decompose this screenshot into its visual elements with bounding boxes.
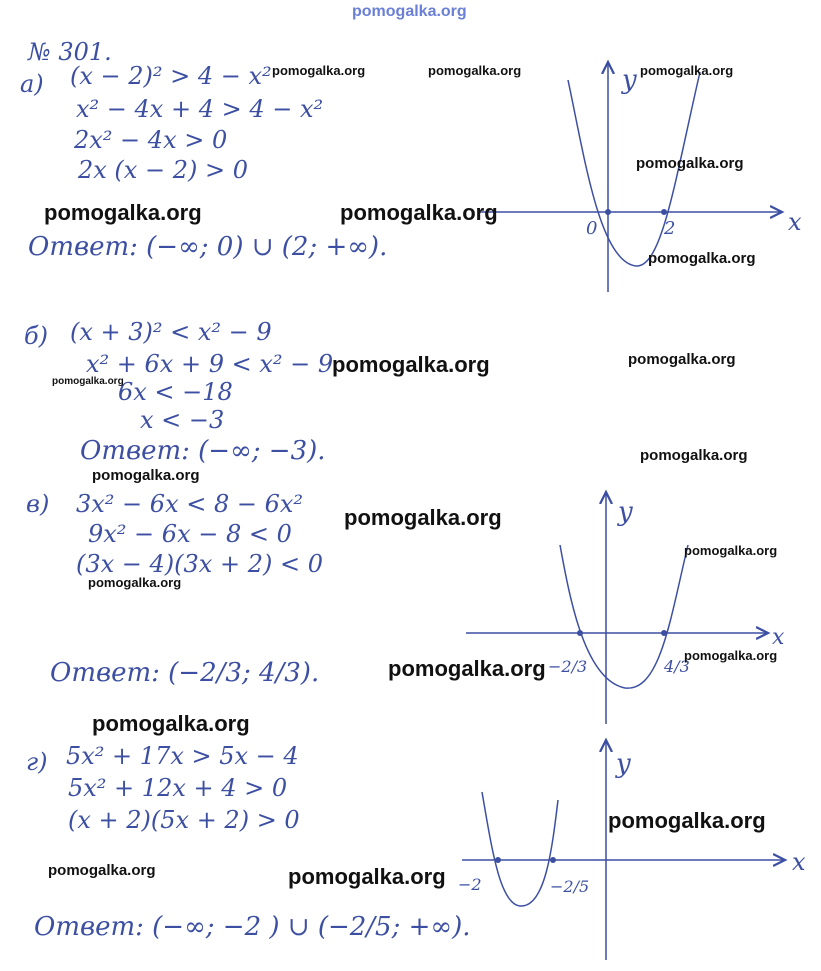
graph-a-root-2 — [661, 209, 667, 215]
part-g-line-1: 5x² + 17x > 5x − 4 — [66, 742, 299, 770]
part-v-line-3: (3x − 4)(3x + 2) < 0 — [76, 550, 323, 578]
watermark: pomogalka.org — [332, 352, 490, 377]
watermark: pomogalka.org — [92, 711, 250, 736]
graph-v-root-right — [661, 630, 667, 636]
part-g-line-2: 5x² + 12x + 4 > 0 — [68, 774, 288, 802]
part-g-answer: Ответ: (−∞; −2 ) ∪ (−2/5; +∞). — [34, 912, 471, 942]
part-b-answer: Ответ: (−∞; −3). — [80, 436, 326, 466]
graph-v-y-label: y — [618, 497, 633, 527]
graph-a-x-label: x — [788, 208, 802, 236]
watermark: pomogalka.org — [636, 155, 744, 172]
site-watermark-top: pomogalka.org — [352, 3, 467, 20]
watermark: pomogalka.org — [88, 575, 182, 590]
graph-v-x-label: x — [772, 625, 785, 650]
graph-g-x-label: x — [792, 848, 806, 876]
graph-g-parabola — [482, 792, 558, 906]
graph-a-y-label: y — [622, 65, 637, 95]
graph-g-root-left-label: −2 — [458, 875, 482, 894]
watermark: pomogalka.org — [640, 447, 748, 464]
watermark: pomogalka.org — [684, 543, 778, 558]
part-a-line-4: 2x (x − 2) > 0 — [78, 156, 248, 184]
graph-g-y-label: y — [616, 749, 631, 779]
watermark: pomogalka.org — [288, 864, 446, 889]
part-g-label: г) — [26, 748, 48, 776]
part-b-line-1: (x + 3)² < x² − 9 — [70, 318, 272, 346]
graph-a-root-label: 2 — [664, 218, 676, 239]
watermark: pomogalka.org — [648, 250, 756, 267]
watermark: pomogalka.org — [628, 351, 736, 368]
watermark: pomogalka.org — [684, 648, 778, 663]
graph-v — [466, 492, 785, 724]
part-b-line-4: x < −3 — [140, 406, 225, 434]
part-a-line-2: x² − 4x + 4 > 4 − x² — [76, 95, 324, 123]
graph-g-root-right-label: −2/5 — [550, 877, 590, 896]
watermark: pomogalka.org — [340, 200, 498, 225]
watermark: pomogalka.org — [272, 63, 366, 78]
part-v-line-2: 9x² − 6x − 8 < 0 — [88, 520, 292, 548]
graph-g-root-right — [550, 857, 556, 863]
part-g-line-3: (x + 2)(5x + 2) > 0 — [68, 806, 300, 834]
graph-v-root-right-label: 4/3 — [664, 657, 690, 676]
watermark: pomogalka.org — [52, 376, 124, 387]
part-b-label: б) — [24, 322, 49, 350]
part-b-line-3: 6x < −18 — [118, 378, 233, 406]
graph-g-root-left — [495, 857, 501, 863]
part-a-label: а) — [20, 70, 44, 98]
watermark: pomogalka.org — [44, 200, 202, 225]
watermark: pomogalka.org — [48, 862, 156, 879]
graph-g — [458, 740, 806, 960]
part-v-answer: Ответ: (−2/3; 4/3). — [50, 658, 320, 688]
graph-a-origin-label: 0 — [586, 218, 598, 239]
part-a-answer: Ответ: (−∞; 0) ∪ (2; +∞). — [28, 232, 388, 262]
watermark: pomogalka.org — [608, 808, 766, 833]
watermark: pomogalka.org — [640, 63, 734, 78]
watermark: pomogalka.org — [344, 505, 502, 530]
part-a-line-1: (x − 2)² > 4 − x² — [70, 62, 272, 90]
part-a-line-3: 2x² − 4x > 0 — [74, 126, 228, 154]
graph-a-root-0 — [605, 209, 611, 215]
graph-v-root-left — [577, 630, 583, 636]
watermark: pomogalka.org — [428, 63, 522, 78]
watermark: pomogalka.org — [92, 467, 200, 484]
graph-v-root-left-label: −2/3 — [548, 657, 588, 676]
problem-number: № 301. — [28, 38, 112, 66]
part-v-label: в) — [26, 490, 50, 518]
part-v-line-1: 3x² − 6x < 8 − 6x² — [76, 490, 304, 518]
part-b-line-2: x² + 6x + 9 < x² − 9 — [86, 350, 334, 378]
watermark: pomogalka.org — [388, 656, 546, 681]
